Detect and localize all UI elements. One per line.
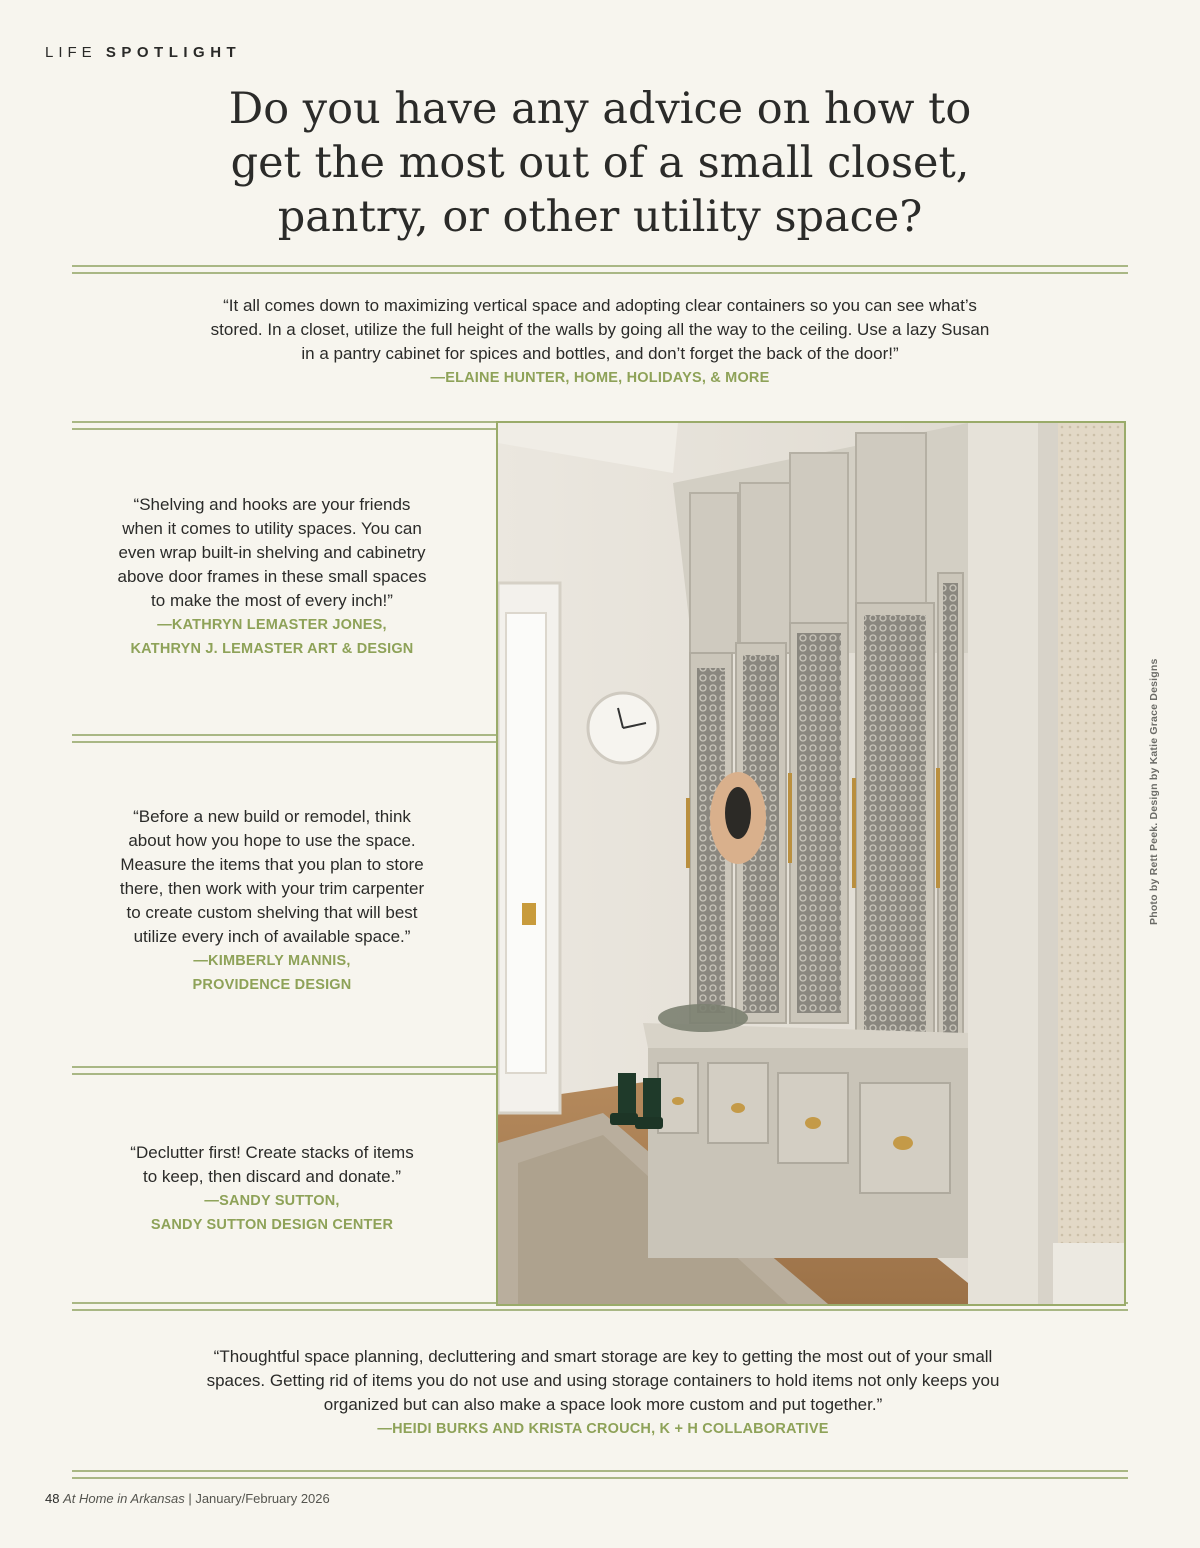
quote-attribution: SANDY SUTTON DESIGN CENTER (150, 1217, 394, 1233)
quote-line: there, then work with your trim carpenter (119, 879, 425, 898)
divider-rule (72, 1470, 1128, 1479)
divider-rule (72, 1066, 496, 1075)
mudroom-photo (496, 421, 1126, 1306)
page-footer (45, 1491, 330, 1506)
section-label-bold: SPOTLIGHT (105, 44, 242, 61)
quote-top (150, 294, 1050, 390)
quote-side-1 (72, 493, 472, 661)
section-label (45, 44, 241, 61)
photo-credit: Photo by Rett Peek. Design by Katie Grace Designs (1148, 658, 1160, 925)
quote-side-2 (72, 805, 472, 997)
divider-rule (72, 734, 496, 743)
section-label-light: LIFE (45, 44, 97, 61)
quote-line: “Before a new build or remodel, think (133, 807, 411, 826)
quote-line: to make the most of every inch!” (151, 591, 393, 610)
divider-rule (72, 421, 496, 430)
quote-line: about how you hope to use the space. (128, 831, 416, 850)
quote-attribution: —SANDY SUTTON, (204, 1193, 340, 1209)
quote-attribution: —ELAINE HUNTER, HOME, HOLIDAYS, & MORE (430, 370, 770, 386)
headline-line-2: get the most out of a small closet, (230, 138, 970, 188)
quote-line: “Declutter first! Create stacks of items (130, 1143, 414, 1162)
quote-line: to create custom shelving that will best (126, 903, 418, 922)
quote-line: in a pantry cabinet for spices and bottles, and don’t forget the back of the door!” (301, 344, 899, 363)
quote-line: “Shelving and hooks are your friends (133, 495, 411, 514)
quote-line: to keep, then discard and donate.” (142, 1167, 401, 1186)
issue-date: January/February 2026 (195, 1491, 330, 1506)
divider-rule (72, 265, 1128, 274)
quote-line: when it comes to utility spaces. You can (122, 519, 422, 538)
quote-line: utilize every inch of available space.” (133, 927, 411, 946)
quote-line: even wrap built-in shelving and cabinetry (118, 543, 426, 562)
quote-attribution: —HEIDI BURKS AND KRISTA CROUCH, K + H COLLABORATIVE (377, 1421, 829, 1437)
quote-side-3 (72, 1141, 472, 1237)
quote-line: Measure the items that you plan to store (120, 855, 424, 874)
quote-line: organized but can also make a space look more custom and put together.” (323, 1395, 883, 1414)
quote-line: “It all comes down to maximizing vertical space and adopting clear containers so you can see what’s (223, 296, 977, 315)
quote-attribution: PROVIDENCE DESIGN (192, 977, 352, 993)
mudroom-illustration (498, 423, 1124, 1304)
headline-line-3: pantry, or other utility space? (277, 192, 923, 242)
quote-line: “Thoughtful space planning, decluttering and smart storage are key to getting the most out of your small (213, 1347, 993, 1366)
quote-bottom (150, 1345, 1056, 1441)
quote-attribution: —KIMBERLY MANNIS, (193, 953, 351, 969)
quote-line: stored. In a closet, utilize the full height of the walls by going all the way to the ceiling. Use a lazy Susan (210, 320, 990, 339)
page-number: 48 (45, 1491, 60, 1506)
footer-separator: | (184, 1491, 196, 1506)
headline-line-1: Do you have any advice on how to (228, 84, 972, 134)
quote-attribution: —KATHRYN LEMASTER JONES, (157, 617, 387, 633)
quote-line: spaces. Getting rid of items you do not use and using storage containers to hold items not only keeps you (206, 1371, 1000, 1390)
quote-attribution: KATHRYN J. LEMASTER ART & DESIGN (130, 641, 414, 657)
quote-line: above door frames in these small spaces (117, 567, 427, 586)
page-headline (150, 82, 1050, 244)
magazine-title: At Home in Arkansas (63, 1491, 185, 1506)
